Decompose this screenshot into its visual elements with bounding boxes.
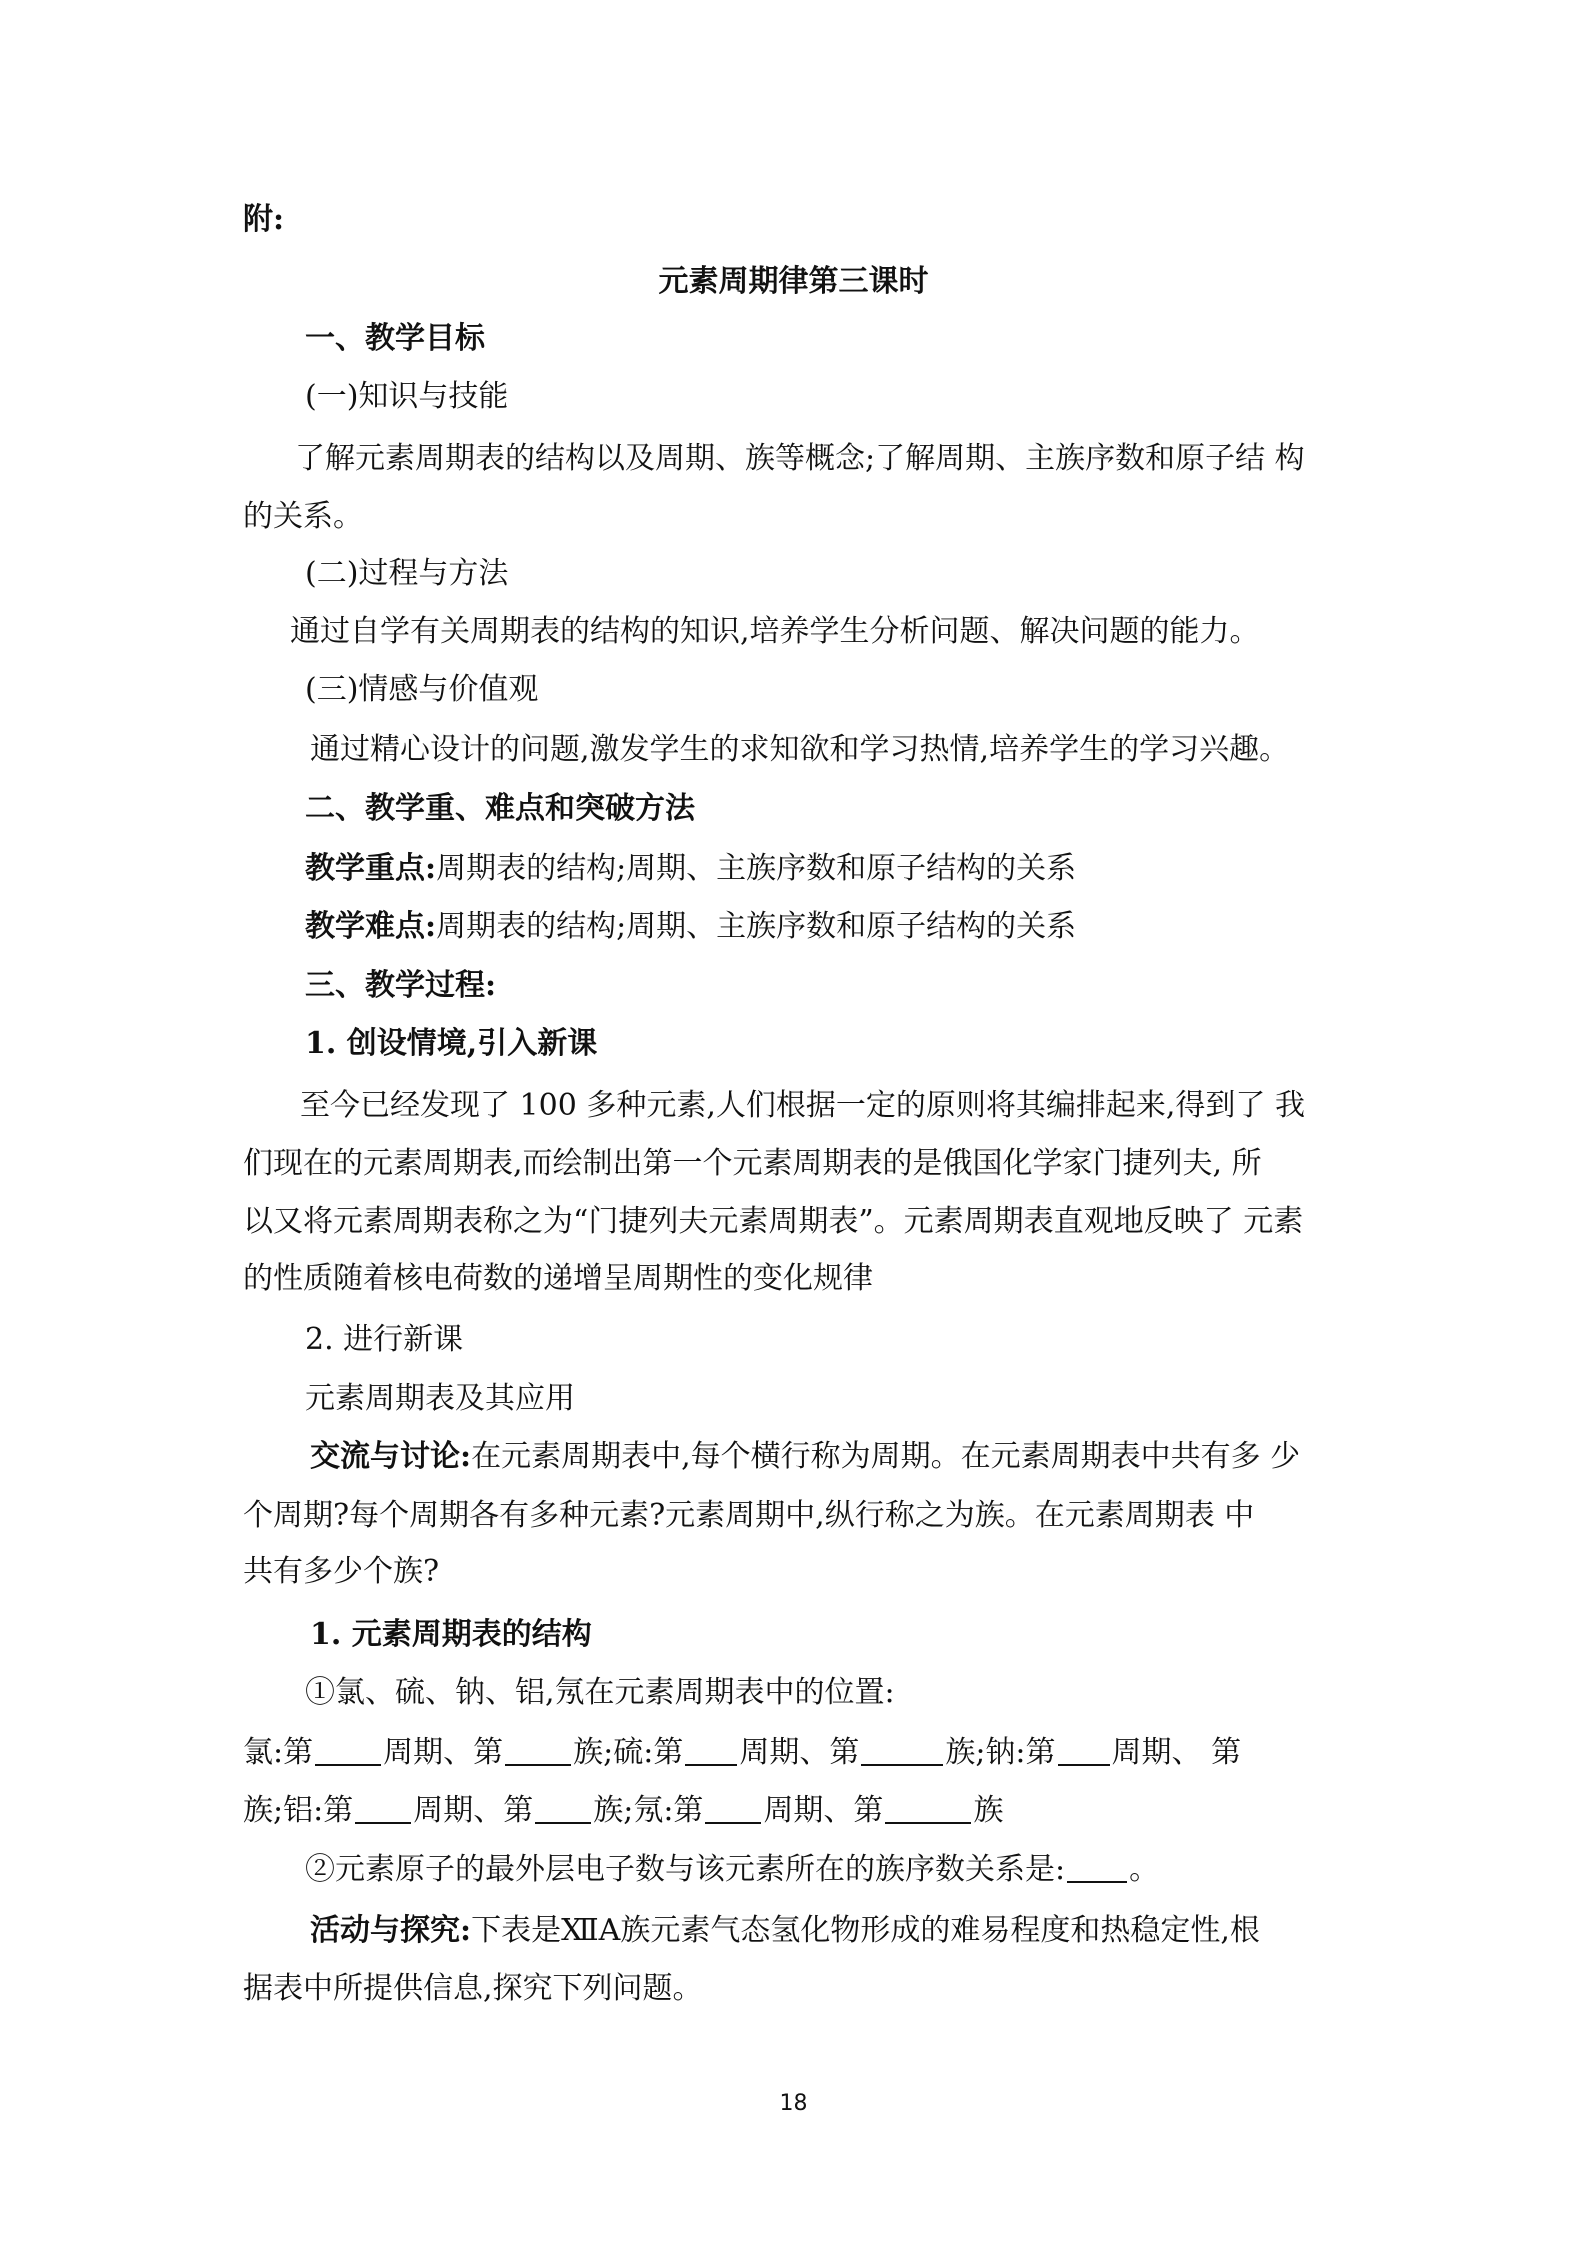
paragraph-values: 通过精心设计的问题,激发学生的求知欲和学习热情,培养学生的学习兴趣。 bbox=[310, 732, 1290, 767]
paragraph-process: 通过自学有关周期表的结构的知识,培养学生分析问题、解决问题的能力。 bbox=[290, 614, 1260, 649]
activity-line1 bbox=[310, 1911, 1260, 1951]
step1-line1: 至今已经发现了 100 多种元素,人们根据一定的原则将其编排起来,得到了 我 bbox=[300, 1088, 1305, 1123]
fill-text: 族;氖:第 bbox=[593, 1793, 704, 1828]
key-point-text: 周期表的结构;周期、主族序数和原子结构的关系 bbox=[436, 851, 1077, 886]
paragraph-knowledge-line2: 的关系。 bbox=[243, 499, 363, 534]
discussion-line1 bbox=[310, 1437, 1300, 1477]
fill-text: 氯:第 bbox=[243, 1735, 314, 1770]
paragraph-knowledge-line1: 了解元素周期表的结构以及周期、族等概念;了解周期、主族序数和原子结 构 bbox=[295, 441, 1305, 476]
fill-text: 周期、第 bbox=[383, 1735, 504, 1770]
fill-text: 族;硫:第 bbox=[573, 1735, 684, 1770]
answer-blank[interactable] bbox=[315, 1734, 381, 1766]
fill-text: 族;铝:第 bbox=[243, 1793, 354, 1828]
difficult-point-line bbox=[305, 907, 1076, 947]
question2-end: 。 bbox=[1129, 1852, 1160, 1887]
fill-text: 族 bbox=[973, 1793, 1004, 1828]
fill-text: 周期、第 bbox=[763, 1793, 884, 1828]
fill-text: 周期、第 bbox=[413, 1793, 534, 1828]
activity-label: 活动与探究: bbox=[310, 1913, 472, 1948]
answer-blank[interactable] bbox=[885, 1792, 971, 1824]
fill-text: 周期、第 bbox=[739, 1735, 860, 1770]
answer-blank[interactable] bbox=[705, 1792, 761, 1824]
page-title: 元素周期律第三课时 bbox=[658, 264, 929, 299]
topic-heading: 元素周期表及其应用 bbox=[305, 1381, 575, 1416]
difficult-point-text: 周期表的结构;周期、主族序数和原子结构的关系 bbox=[436, 909, 1077, 944]
difficult-point-label: 教学难点: bbox=[305, 909, 437, 944]
discussion-line3: 共有多少个族? bbox=[243, 1554, 440, 1589]
question2-text: ②元素原子的最外层电子数与该元素所在的族序数关系是: bbox=[305, 1852, 1066, 1887]
discussion-line2: 个周期?每个周期各有多种元素?元素周期中,纵行称之为族。在元素周期表 中 bbox=[243, 1498, 1255, 1533]
answer-blank[interactable] bbox=[505, 1734, 571, 1766]
discussion-text: 在元素周期表中,每个横行称为周期。在元素周期表中共有多 少 bbox=[471, 1439, 1301, 1474]
step1-line2: 们现在的元素周期表,而绘制出第一个元素周期表的是俄国化学家门捷列夫, 所 bbox=[243, 1146, 1262, 1181]
structure-heading: 1. 元素周期表的结构 bbox=[310, 1617, 592, 1652]
section-heading-objectives: 一、教学目标 bbox=[305, 321, 485, 356]
discussion-label: 交流与讨论: bbox=[310, 1439, 472, 1474]
step2-heading: 2. 进行新课 bbox=[305, 1322, 464, 1357]
step1-line4: 的性质随着核电荷数的递增呈周期性的变化规律 bbox=[243, 1261, 873, 1296]
question2 bbox=[305, 1850, 1159, 1890]
answer-blank[interactable] bbox=[861, 1734, 943, 1766]
subheading-process: (二)过程与方法 bbox=[305, 556, 509, 591]
answer-blank[interactable] bbox=[685, 1734, 737, 1766]
question1: ①氯、硫、钠、铝,氖在元素周期表中的位置: bbox=[305, 1675, 895, 1710]
appendix-label: 附: bbox=[243, 202, 285, 237]
subheading-knowledge: (一)知识与技能 bbox=[305, 379, 509, 414]
section-heading-keypoints: 二、教学重、难点和突破方法 bbox=[305, 791, 695, 826]
fill-text: 周期、 第 bbox=[1111, 1735, 1242, 1770]
answer-blank[interactable] bbox=[1067, 1851, 1127, 1883]
step1-heading: 1. 创设情境,引入新课 bbox=[305, 1026, 598, 1061]
page-number: 18 bbox=[779, 2091, 808, 2116]
activity-text: 下表是ⅫA族元素气态氢化物形成的难易程度和热稳定性,根 bbox=[471, 1913, 1260, 1948]
step1-line3: 以又将元素周期表称之为“门捷列夫元素周期表”。元素周期表直观地反映了 元素 bbox=[243, 1204, 1304, 1239]
subheading-values: (三)情感与价值观 bbox=[305, 672, 539, 707]
fill-line1 bbox=[243, 1733, 1241, 1773]
answer-blank[interactable] bbox=[535, 1792, 591, 1824]
section-heading-process: 三、教学过程: bbox=[305, 968, 497, 1003]
fill-line2 bbox=[243, 1791, 1003, 1831]
answer-blank[interactable] bbox=[1058, 1734, 1110, 1766]
fill-text: 族;钠:第 bbox=[945, 1735, 1056, 1770]
activity-line2: 据表中所提供信息,探究下列问题。 bbox=[243, 1971, 703, 2006]
key-point-line bbox=[305, 849, 1076, 889]
key-point-label: 教学重点: bbox=[305, 851, 437, 886]
answer-blank[interactable] bbox=[355, 1792, 411, 1824]
